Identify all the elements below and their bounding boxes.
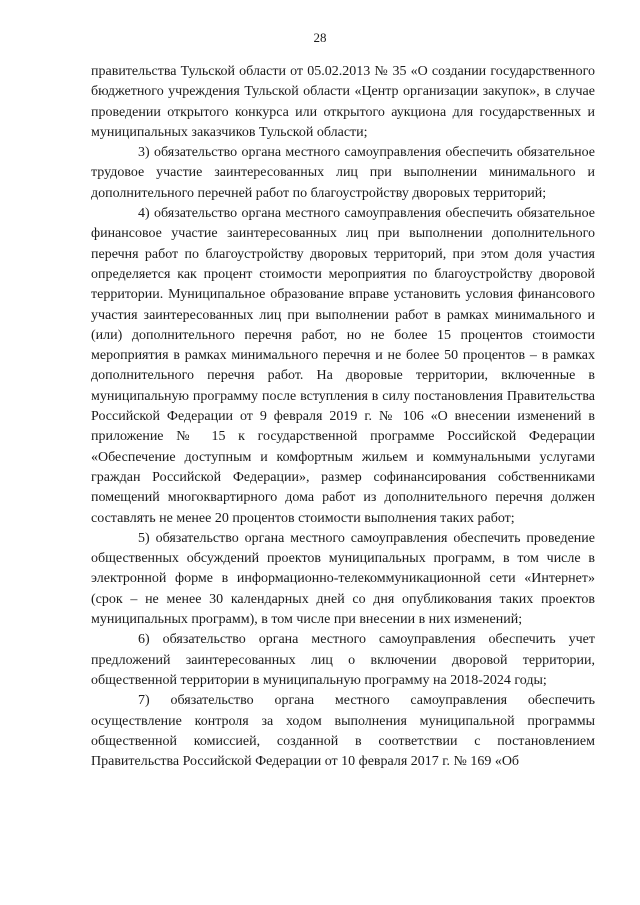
paragraph-item-6: 6) обязательство органа местного самоуправления обеспечить учет предложений заинтересованных лиц о включении дворовой территории, общественной территории в муниципальную программу на 2018-2024 годы; bbox=[91, 632, 595, 688]
paragraph-item-3: 3) обязательство органа местного самоуправления обеспечить обязательное трудовое участие заинтересованных лиц при выполнении минимального и дополнительного перечней работ по благоустройству дворовых территорий; bbox=[91, 145, 595, 201]
paragraph-continuation: правительства Тульской области от 05.02.2013 № 35 «О создании государственного бюджетного учреждения Тульской области «Центр организации закупок», в случае проведении открытого конкурса или открытого аукциона для государственных и муниципальных заказчиков Тульской области; bbox=[91, 64, 595, 140]
paragraph-item-4: 4) обязательство органа местного самоуправления обеспечить обязательное финансовое участие заинтересованных лиц при выполнении дополнительного перечня работ по благоустройству дворовых территорий, при этом доля участия определяется как процент стоимости мероприятия по благоустройству дворовой территории. Муниципальное образование вправе установить условия финансового участия заинтересованных лиц при выполнении работ в рамках минимального и (или) дополнительного перечня работ, но не более 15 процентов стоимости мероприятия в рамках минимального перечня и не более 50 процентов – в рамках дополнительного перечня работ. На дворовые территории, включенные в муниципальную программу после вступления в силу постановления Правительства Российской Федерации от 9 февраля 2019 г. № 106 «О внесении изменений в приложение № 15 к государственной программе Российской Федерации «Обеспечение доступным и комфортным жильем и коммунальными услугами граждан Российской Федерации», размер софинансирования собственниками помещений многоквартирного дома работ из дополнительного перечня должен составлять не менее 20 процентов стоимости выполнения таких работ; bbox=[91, 206, 595, 526]
page-number: 28 bbox=[313, 30, 327, 45]
document-body bbox=[91, 62, 595, 772]
paragraph-item-5: 5) обязательство органа местного самоуправления обеспечить проведение общественных обсуждений проектов муниципальных программ, в том числе в электронной форме в информационно-телекоммуникационной сети «Интернет» (срок – не менее 30 календарных дней со дня опубликования таких проектов муниципальных программ), в том числе при внесении в них изменений; bbox=[91, 530, 595, 628]
paragraph-item-7: 7) обязательство органа местного самоуправления обеспечить осуществление контроля за ходом выполнения муниципальной программы общественной комиссией, созданной в соответствии с постановлением Правительства Российской Федерации от 10 февраля 2017 г. № 169 «Об bbox=[91, 693, 595, 770]
